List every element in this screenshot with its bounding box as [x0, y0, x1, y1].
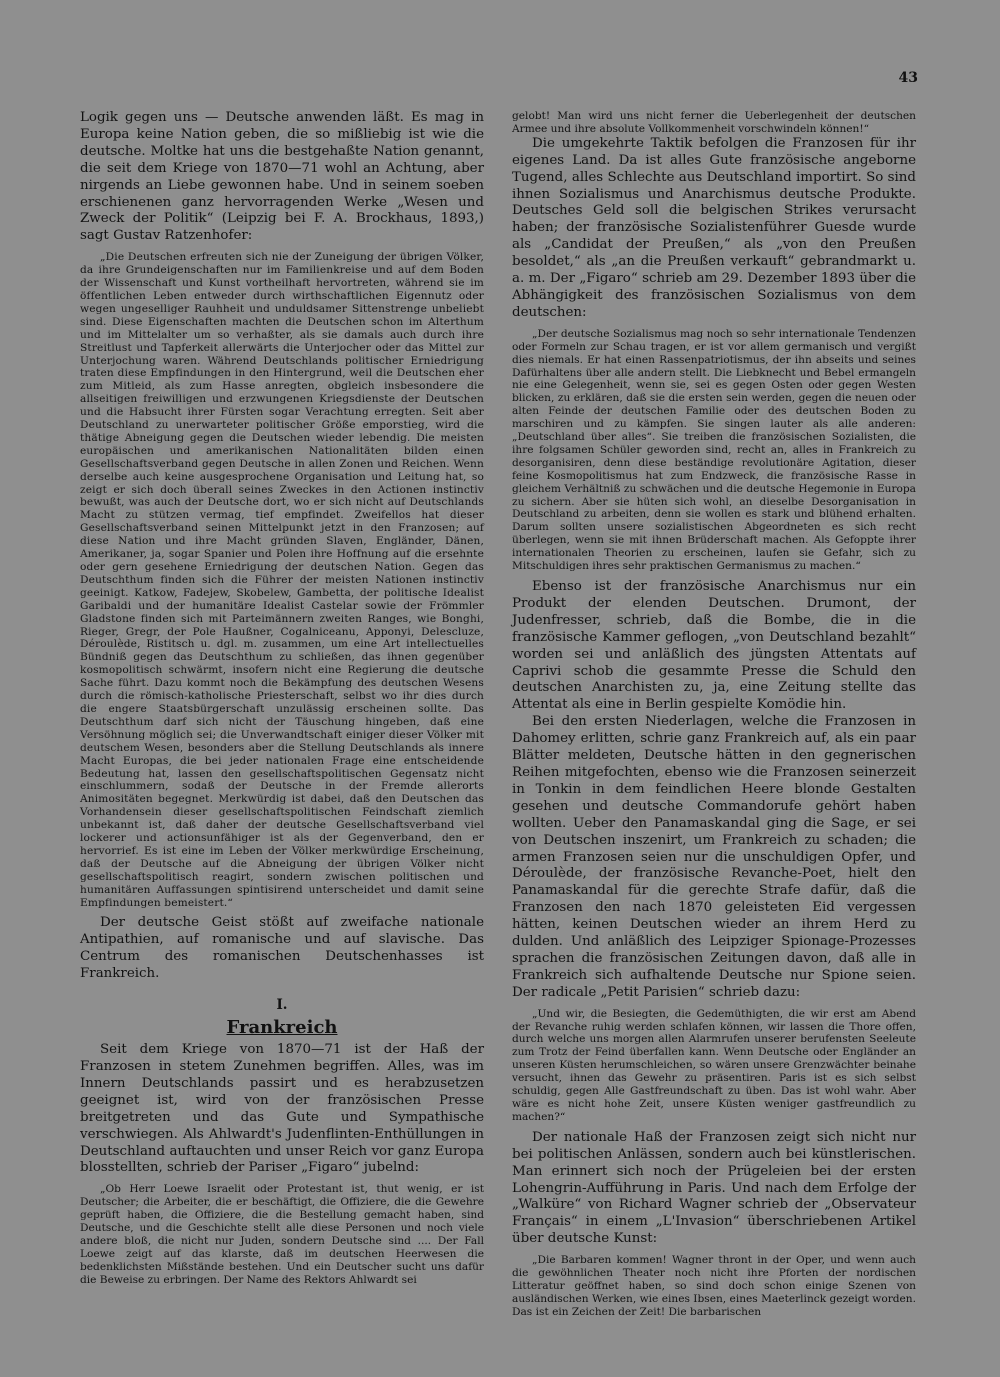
paragraph-anarchism: Ebenso ist der französische Anarchismus nur ein Produkt der elenden Deutschen. Drumont, der Judenfresser, schrieb, daß die Bombe, die in die französische Kammer geflogen, „von Deutschland bezahlt“ worden sei und anläßlich des jüngsten Attentats auf Caprivi schob die gesammte Presse die Schuld den deutschen Anarchisten zu, ja, eine Zeitung stellte das Attentat als eine in Berlin gespielte Komödie hin. [512, 579, 916, 713]
paragraph-tactic: Die umgekehrte Taktik befolgen die Franzosen für ihr eigenes Land. Da ist alles Gute französische angeborne Tugend, alles Schlechte aus Deutschland importirt. So sind ihnen Sozialismus und Anarchismus deutsche Produkte. Deutsches Geld soll die belgischen Strikes verursacht haben; der französische Sozialistenführer Guesde wurde als „Candidat der Preußen,“ als „von den Preußen besoldet,“ als „an die Preußen verkauft“ gebrandmarkt u. a. m. Der „Figaro“ schrieb am 29. Dezember 1893 über die Abhängigkeit des französischen Sozialismus von dem deutschen: [512, 135, 916, 320]
quote-figaro-continued: gelobt! Man wird uns nicht ferner die Ueberlegenheit der deutschen Armee und ihre absolute Vollkommenheit vorschwindeln können!“ [512, 110, 916, 135]
paragraph-defeats: Bei den ersten Niederlagen, welche die Franzosen in Dahomey erlitten, schrie ganz Frankreich auf, als ein paar Blätter meldeten, Deutsche hätten in den gegnerischen Reihen mitgefochten, ebenso wie die Franzosen seinerzeit in Tonkin in dem feindlichen Heere blonde Gestalten gesehen und deutsche Commandorufe gehört haben wollten. Ueber den Panamaskandal ging die Sage, er sei von Deutschen inszenirt, um Frankreich zu schaden; die armen Franzosen seien nur die unschuldigen Opfer, und Déroulède, der französische Revanche-Poet, hielt den Panamaskandal für die gerechte Strafe dafür, daß die Franzosen den nach 1870 geleisteten Eid vergessen hätten, keinen Deutschen wieder an ihrem Herd zu dulden. Und anläßlich des Leipziger Spionage-Prozesses sprachen die französischen Zeitungen davon, daß alle in Frankreich sich aufhaltende Deutsche nur Spione seien. Der radicale „Petit Parisien“ schrieb dazu: [512, 714, 916, 1000]
quote-ratzenhofer: „Die Deutschen erfreuten sich nie der Zuneigung der übrigen Völker, da ihre Grundeigenschaften nur im Familienkreise und auf dem Boden der Wissenschaft und Kunst vortheilhaft hervortreten, während sie im öffentlichen Leben entweder durch wirthschaftlichen Eigennutz oder wegen ungeselliger Rauhheit und unduldsamer Sittenstrenge unbeliebt sind. Diese Eigenschaften machten die Deutschen schon im Alterthum und im Mittelalter um so verhaßter, als sie damals auch durch ihre Streitlust und Tapferkeit allerwärts die Unterjocher oder das Mittel zur Unterjochung waren. Während Deutschlands politischer Erniedrigung traten diese Empfindungen in den Hintergrund, weil die Deutschen eher zum Mitleid, als zum Hasse anregten, obgleich insbesondere die allseitigen freiwilligen und erzwungenen Kriegsdienste der Deutschen und die Habsucht ihrer Fürsten sogar Verachtung erregten. Seit aber Deutschland zu unerwarteter politischer Größe emporstieg, wird die thätige Abneigung gegen die Deutschen wieder lebendig. Die meisten europäischen und amerikanischen Nationalitäten bilden einen Gesellschaftsverband gegen Deutsche in allen Zonen und Reichen. Wenn derselbe auch keine ausgesprochene Organisation und Leitung hat, so zeigt er sich doch überall seines Zweckes in den Actionen instinctiv bewußt, was auch der Deutsche dort, wo er sich nicht auf Deutschlands Macht zu stützen vermag, tief empfindet. Zweifellos hat dieser Gesellschaftsverband seinen Mittelpunkt jetzt in den Franzosen; auf diese Nation und ihre Macht gründen Slaven, Engländer, Dänen, Amerikaner, ja, sogar Spanier und Polen ihre Hoffnung auf die ersehnte oder gern gesehene Erniedrigung der deutschen Nation. Gegen das Deutschthum finden sich die Führer der meisten Nationen instinctiv geeinigt. Katkow, Fadejew, Skobelew, Gambetta, der politische Idealist Garibaldi und der humanitäre Idealist Castelar sowie der Frömmler Gladstone finden sich mit Parteimännern zweiten Ranges, wie Bonghi, Rieger, Gregr, der Pole Haußner, Cogalniceanu, Apponyi, Delescluze, Déroulède, Ristitsch u. dgl. m. zusammen, um eine Art intellectuelles Bündniß gegen das Deutschthum zu schließen, das ihnen gegenüber kosmopolitisch schwärmt, insofern nicht eine Regierung die deutsche Sache führt. Dazu kommt noch die Bekämpfung des deutschen Wesens durch die römisch-katholische Priesterschaft, selbst wo ihr dies durch die engere Staatsbürgerschaft unzulässig erscheinen sollte. Das Deutschthum darf sich nicht der Täuschung hingeben, daß eine Versöhnung möglich sei; die Unverwandtschaft einiger dieser Völker mit deutschem Wesen, besonders aber die Stellung Deutschlands als innere Macht Europas, die bei jeder nationalen Frage eine entscheidende Bedeutung hat, lassen den gesellschaftspolitischen Gegensatz nicht einschlummern, sodaß der Deutsche in der Fremde allerorts Animositäten begegnet. Merkwürdig ist dabei, daß den Deutschen das Vorhandensein dieser gesellschaftspolitischen Feindschaft ziemlich unbekannt ist, daß daher der deutsche Gesellschaftsverband viel lockerer und actionsunfähiger ist als der Gegenverband, den er hervorrief. Es ist eine im Leben der Völker merkwürdige Erscheinung, daß der Deutsche auf die Abneigung der übrigen Völker nicht gesellschaftspolitisch reagirt, sondern zwischen politischen und humanitären Auffassungen spintisirend unterscheidet und damit seine Empfindungen bemeistert.“ [80, 251, 484, 909]
section-title: Frankreich [226, 1017, 338, 1039]
quote-barbarians: „Die Barbaren kommen! Wagner thront in der Oper, und wenn auch die gewöhnlichen Theater noch nicht ihre Pforten der nordischen Litteratur geöffnet haben, so sind doch schon einige Szenen von ausländischen Werken, wie eines Ibsen, eines Maeterlinck gezeigt worden. Das ist ein Zeichen der Zeit! Die barbarischen [512, 1254, 916, 1318]
left-column [80, 110, 484, 1287]
paragraph-intro: Logik gegen uns — Deutsche anwenden läßt. Es mag in Europa keine Nation geben, die so mißliebig ist wie die deutsche. Moltke hat uns die bestgehaßte Nation genannt, die seit dem Kriege von 1870—71 wohl an Achtung, aber nirgends an Liebe gewonnen habe. Und in seinem soeben erschienenen ganz hervorragenden Werke „Wesen und Zweck der Politik“ (Leipzig bei F. A. Brockhaus, 1893,) sagt Gustav Ratzenhofer: [80, 110, 484, 244]
page-number: 43 [898, 70, 918, 86]
paragraph-hatred: Seit dem Kriege von 1870—71 ist der Haß der Franzosen in stetem Zunehmen begriffen. Alles, was im Innern Deutschlands passirt und es herabzusetzen geeignet ist, wird von der französischen Presse breitgetreten und das Gute und Sympathische verschwiegen. Als Ahlwardt's Judenflinten-Enthüllungen in Deutschland auftauchten und unser Reich vor ganz Europa blosstellten, schrieb der Pariser „Figaro“ jubelnd: [80, 1042, 484, 1176]
section-number: I. [276, 997, 288, 1014]
quote-socialism: „Der deutsche Sozialismus mag noch so sehr internationale Tendenzen oder Formeln zur Schau tragen, er ist vor allem germanisch und vergißt dies niemals. Er hat einen Rassenpatriotismus, der ihn abseits und seines Dafürhaltens über alle andern stellt. Die Liebknecht und Bebel ermangeln nie eine Gelegenheit, wenn sie, sei es gegen Osten oder gegen Westen blicken, zu erklären, daß sie die ersten sein werden, gegen die neuen oder alten Feinde der deutschen Familie oder des deutschen Boden zu marschiren und zu kämpfen. Sie singen lauter als alle anderen: „Deutschland über alles“. Sie treiben die französischen Sozialisten, die ihre folgsamen Schüler geworden sind, recht an, alles in Frankreich zu desorganisiren, denn diese beständige revolutionäre Agitation, dieser feine Kosmopolitismus hat zum Endzweck, die französische Rasse in gleichem Verhältniß zu schwächen und die deutsche Hegemonie in Europa zu sichern. Aber sie hüten sich wohl, an dieselbe Desorganisation in Deutschland zu arbeiten, denn sie wollen es stark und blühend erhalten. Darum sollten unsere sozialistischen Abgeordneten es sich recht überlegen, wenn sie mit ihnen Brüderschaft machen. Als Gefoppte ihrer internationalen Theorien zu erscheinen, laufen sie Gefahr, sich zu Mitschuldigen ihres sehr praktischen Germanismus zu machen.“ [512, 327, 916, 573]
quote-figaro-loewe: „Ob Herr Loewe Israelit oder Protestant ist, thut wenig, er ist Deutscher; die Arbeiter, die er beschäftigt, die Offiziere, die die Gewehre geprüft haben, die Offiziere, die die Bestellung gemacht haben, sind Deutsche, und die Geschichte stellt alle diese Personen und noch viele andere bloß, die nicht nur Juden, sondern Deutsche sind .... Der Fall Loewe zeigt auf das klarste, daß im deutschen Heerwesen die bedenklichsten Mißstände bestehen. Und ein Deutscher sucht uns dafür die Beweise zu erbringen. Der Name des Rektors Ahlwardt sei [80, 1183, 484, 1286]
right-column [512, 110, 916, 1319]
quote-petit-parisien: „Und wir, die Besiegten, die Gedemüthigten, die wir erst am Abend der Revanche ruhig werden schlafen können, wir lassen die Thore offen, durch welche uns morgen allen Alarmrufen unserer berufensten Seeleute zum Trotz der Feind überfallen kann. Wenn Deutsche oder Engländer an unseren Küsten herumschleichen, so wären unsere Grenzwächter beinahe versucht, ihnen das Gewehr zu präsentiren. Paris ist es sich selbst schuldig, gegen Alle Gastfreundschaft zu üben. Das ist wohl wahr. Aber wäre es nicht hohe Zeit, unsere Küsten weniger gastfreundlich zu machen?“ [512, 1007, 916, 1123]
paragraph-antipathies: Der deutsche Geist stößt auf zweifache nationale Antipathien, auf romanische und auf slavische. Das Centrum des romanischen Deutschenhasses ist Frankreich. [80, 915, 484, 982]
paragraph-art: Der nationale Haß der Franzosen zeigt sich nicht nur bei politischen Anlässen, sondern auch bei künstlerischen. Man erinnert sich noch der Prügeleien bei der ersten Lohengrin-Aufführung in Paris. Und nach dem Erfolge der „Walküre“ von Richard Wagner schrieb der „Observateur Français“ in einem „L'Invasion“ überschriebenen Artikel über deutsche Kunst: [512, 1129, 916, 1247]
